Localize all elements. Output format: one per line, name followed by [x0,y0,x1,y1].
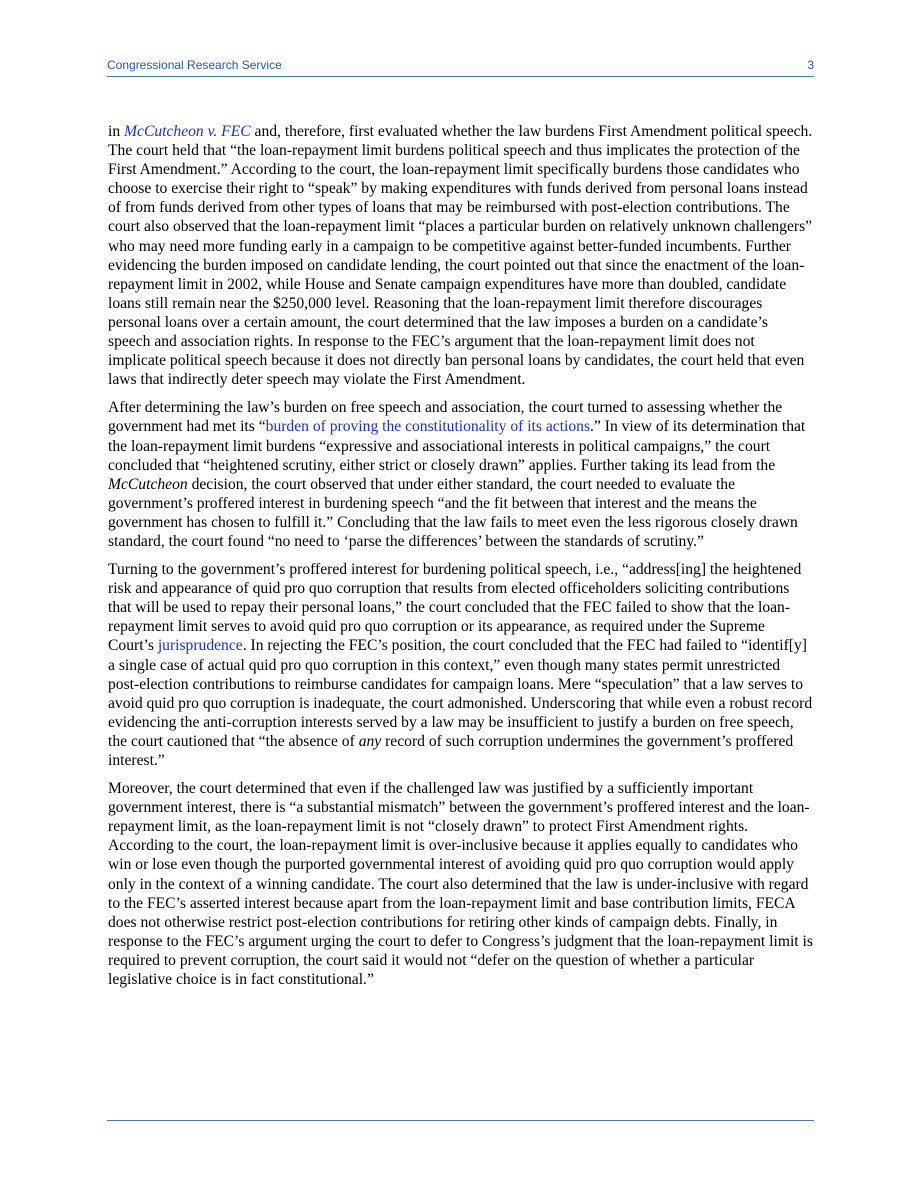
mccutcheon-case-link[interactable]: McCutcheon v. FEC [124,123,251,140]
footer-divider [107,1120,814,1121]
text-run: .” In view of its determination that the loan-repayment limit burdens “expressive and associational interests in political campaigns,” the court concluded that “heightened scrutiny, either strict or closely drawn” applies. Further taking its lead from the [108,418,806,474]
text-run: record of such corruption undermines the government’s proffered interest.” [108,732,794,769]
document-body [108,122,814,998]
text-run: Moreover, the court determined that even if the challenged law was justified by a sufficiently important government interest, there is “a substantial mismatch” between the government’s proffered interest and the loan-repayment limit, as the loan-repayment limit is not “closely drawn” to protect First Amendment rights. According to the court, the loan-repayment limit is over-inclusive because it applies equally to candidates who win or lose even though the purported governmental interest of avoiding quid pro quo corruption would apply only in the context of a winning candidate. The court also determined that the law is under-inclusive with regard to the FEC’s asserted interest because apart from the loan-repayment limit and base contribution limits, FECA does not otherwise restrict post-election contributions for retiring other kinds of campaign debts. Finally, in response to the FEC’s argument urging the court to defer to Congress’s judgment that the loan-repayment limit is required to prevent corruption, the court said it would not “defer on the question of whether a particular legislative choice is in fact constitutional.” [108,780,813,989]
page-number: 3 [807,58,814,72]
publisher-name: Congressional Research Service [107,58,282,72]
page-header [107,58,814,77]
case-name-italic: McCutcheon [108,475,188,493]
paragraph-3 [108,560,814,770]
text-run: and, therefore, first evaluated whether the law burdens First Amendment political speech. The court held that “the loan-repayment limit burdens political speech and thus implicates the protection of the First Amendment.” According to the court, the loan-repayment limit specifically burdens those candidates who choose to exercise their right to “speak” by making expenditures with funds derived from personal loans instead of from funds derived from other types of loans that may be reimbursed with post-election contributions. The court also observed that the loan-repayment limit “places a particular burden on relatively unknown challengers” who may need more funding early in a campaign to be competitive against better-funded incumbents. Further evidencing the burden imposed on candidate lending, the court pointed out that since the enactment of the loan-repayment limit in 2002, while House and Senate campaign expenditures have more than doubled, candidate loans still remain near the $250,000 level. Reasoning that the loan-repayment limit therefore discourages personal loans over a certain amount, the court determined that the law imposes a burden on a candidate’s speech and association rights. In response to the FEC’s argument that the loan-repayment limit does not implicate political speech because it does not directly ban personal loans by candidates, the court held that even laws that indirectly deter speech may violate the First Amendment. [108,123,813,389]
text-run: decision, the court observed that under either standard, the court needed to evaluate the government’s proffered interest in burdening speech “and the fit between that interest and the means the government has chosen to fulfill it.” Concluding that the law fails to meet even the less rigorous closely drawn standard, the court found “no need to ‘parse the differences’ between the standards of scrutiny.” [108,475,798,550]
paragraph-2 [108,398,814,551]
text-run: in [108,123,125,140]
paragraph-1 [108,122,814,389]
text-run: After determining the law’s burden on free speech and association, the court turned to assessing whether the government had met its “ [108,399,783,436]
burden-of-proof-link[interactable]: burden of proving the constitutionality of its actions [265,418,591,436]
text-run: Turning to the government’s proffered interest for burdening political speech, i.e., “address[ing] the heightened risk and appearance of quid pro quo corruption that results from elected officeholders soliciting contributions that will be used to repay their personal loans,” the court concluded that the FEC failed to show that the loan-repayment limit serves to avoid quid pro quo corruption or its appearance, as required under the Supreme Court’s [108,561,802,655]
text-run: . In rejecting the FEC’s position, the court concluded that the FEC had failed to “identif[y] a single case of actual quid pro quo corruption in this context,” even though many states permit unrestricted post-election contributions to reimburse candidates for campaign loans. Mere “speculation” that a law serves to avoid quid pro quo corruption is inadequate, the court admonished. Underscoring that while even a robust record evidencing the anti-corruption interests served by a law may be insufficient to justify a burden on free speech, the court cautioned that “the absence of [108,637,813,750]
jurisprudence-link[interactable]: jurisprudence [157,637,243,655]
paragraph-4 [108,779,814,989]
emphasis-italic: any [358,732,382,750]
